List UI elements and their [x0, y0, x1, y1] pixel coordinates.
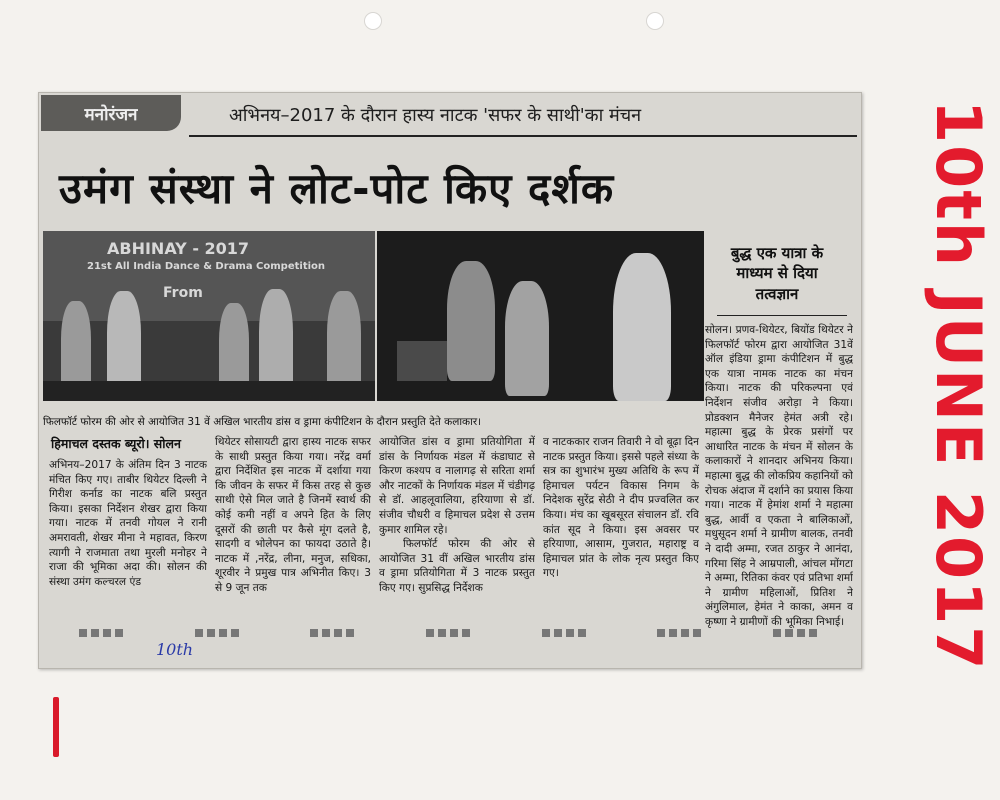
side-headline: बुद्ध एक यात्रा के माध्यम से दिया तत्वज्ञान: [730, 244, 824, 303]
top-rule: [189, 135, 857, 137]
byline: हिमाचल दस्तक ब्यूरो। सोलन: [51, 436, 181, 451]
side-article-text: सोलन। प्रणव-थियेटर, बियोंड थियेटर ने फिलफॉर्ट फोरम द्वारा आयोजित 31वें ऑल इंडिया ड्रामा कंपीटिशन में बुद्ध एक यात्रा नामक नाटक का मंचन किया। नाटक की परिकल्पना एवं निर्देशन संजीव अरोड़ा ने किया। प्रोडक्शन मैनेजर हेमंत अत्री रहे। महात्मा बुद्ध के प्रेरक प्रसंगों पर आधारित नाटक के मंचन में सोलन के कलाकारों ने शानदार अभिनय किया। महात्मा बुद्ध की लोकप्रिय कहानियों को रोचक अंदाज में दर्शाने का प्रयास किया गया। नाटक में हेमांश शर्मा ने महात्मा बुद्ध, आर्वी व एकता ने बालिकाओं, मधुसूदन शर्मा ने ग्रामीण बालक, तनवी ने दादी अम्मा, रजत ठाकुर ने आनंदा, गरिमा सिंह ने आम्रपाली, आंचल मोंगटा ने अम्मा, रितिका कंवर एवं प्रतिभा शर्मा ने ग्रामीण महिलाओं, प्रितिश ने अंगुलिमाल, हेमंत ने काका, अमन व कृष्णा ने ग्रामीणों की भूमिका निभाई।: [705, 324, 853, 628]
kicker-headline: अभिनय–2017 के दौरान हास्य नाटक 'सफर के साथी'का मंचन: [229, 105, 642, 126]
dot-segment: [79, 629, 123, 637]
article-column-1: [49, 458, 207, 626]
actor-figure: [447, 261, 495, 381]
punch-hole-right: [646, 12, 664, 30]
drama-photo: [377, 231, 704, 401]
column-2-text: थियेटर सोसायटी द्वारा हास्य नाटक सफर के साथी प्रस्तुत किया गया। नरेंद्र वर्मा द्वारा निर्देशित इस नाटक में दर्शाया गया कि जीवन के सफर में किस तरह से कुछ साथी ऐसे मिल जाते है जिनमें स्वार्थ की कोई कमी नहीं व अपने हित के लिए दूसरों की छाती पर कैसे मूंग दलते है, सादगी व भोलेपन का फायदा उठाते है। नाटक में ,नरेंद्र, लीना, मनुज, सधिका, शूरवीर ने प्रमुख पात्र अभिनीत किए। 3 से 9 जून तक: [215, 436, 371, 594]
stage-floor: [43, 381, 375, 401]
handwritten-date: 10th JUNE 2017: [922, 100, 995, 672]
photo-caption: फिलफॉर्ट फोरम की ओर से आयोजित 31 वें अखिल भारतीय डांस व ड्रामा कंपीटिशन के दौरान प्रस्तुति देते कलाकार।: [43, 416, 482, 428]
article-column-2: [215, 435, 371, 627]
photo-banner-text: ABHINAY - 2017: [107, 239, 250, 258]
dot-segment: [310, 629, 354, 637]
main-headline: उमंग संस्था ने लोट-पोट किए दर्शक: [59, 164, 615, 213]
column-1-text: अभिनय–2017 के अंतिम दिन 3 नाटक मंचित किए गए। ताबीर थियेटर दिल्ली ने गिरीश कर्नाड का नाटक बलि प्रस्तुत किया। इसका निर्देशन शेखर द्वारा किया गया। नाटक में तनवी गोयल ने रानी अमरावती, शेखर मीना ने महावत, किरण त्यागी ने राजमाता तथा मुरली मनोहर ने राजा की भूमिका अदा की। सोलन की संस्था उमंग कल्चरल एंड: [49, 459, 207, 588]
dot-segment: [657, 629, 701, 637]
column-3-text: आयोजित डांस व ड्रामा प्रतियोगिता में डांस के निर्णायक मंडल में कंडाघाट से किरण कश्यप व नालागढ़ से सरिता शर्मा और नाटकों के निर्णायक मंडल में चंडीगढ़ से डॉ. आहलूवालिया, हरियाणा से डॉ. संजीव चौधरी व हिमाचल प्रदेश से उत्तम कुमार शामिल रहे।: [379, 436, 535, 536]
category-tab: मनोरंजन: [41, 95, 181, 131]
side-article-column: [705, 323, 853, 629]
dot-segment: [426, 629, 470, 637]
red-pen-mark: [53, 697, 59, 757]
column-3b-text: फिलफॉर्ट फोरम की ओर से आयोजित 31 वीं अखिल भारतीय डांस व ड्रामा प्रतियोगिता में 3 नाटक प्रस्तुत किए गए। सुप्रसिद्ध निर्देशक: [379, 538, 535, 594]
dancer-figure: [259, 289, 293, 396]
column-4-text: व नाटककार राजन तिवारी ने वो बूढ़ा दिन नाटक प्रस्तुत किया। इससे पहले संध्या के सत्र का शुभारंभ मुख्य अतिथि के रूप में हिमाचल पर्यटन विकास निगम के निदेशक सुरेंद्र सेठी ने दीप प्रज्वलित कर किया। मंच का खूबसूरत संचालन डॉ. रवि कांत सूद ने किया। इस अवसर पर हरियाणा, आसाम, गुजरात, महाराष्ट्र व हिमाचल प्रांत के लोक नृत्य प्रस्तुत किए गए।: [543, 436, 699, 580]
dot-segment: [195, 629, 239, 637]
dotted-separator: [43, 629, 853, 639]
newspaper-clipping: [38, 92, 862, 669]
photo-banner-from: From: [163, 285, 203, 301]
dot-segment: [542, 629, 586, 637]
photo-banner-subtitle: 21st All India Dance & Drama Competition: [87, 261, 326, 272]
pen-annotation: 10th: [156, 640, 194, 659]
actor-figure: [613, 253, 671, 401]
article-column-4: [543, 435, 699, 627]
dance-photo: [43, 231, 375, 401]
side-rule: [717, 315, 847, 316]
actor-figure: [505, 281, 549, 396]
stage-chair: [397, 341, 447, 381]
punch-hole-left: [364, 12, 382, 30]
dot-segment: [773, 629, 817, 637]
article-column-3: [379, 435, 535, 627]
